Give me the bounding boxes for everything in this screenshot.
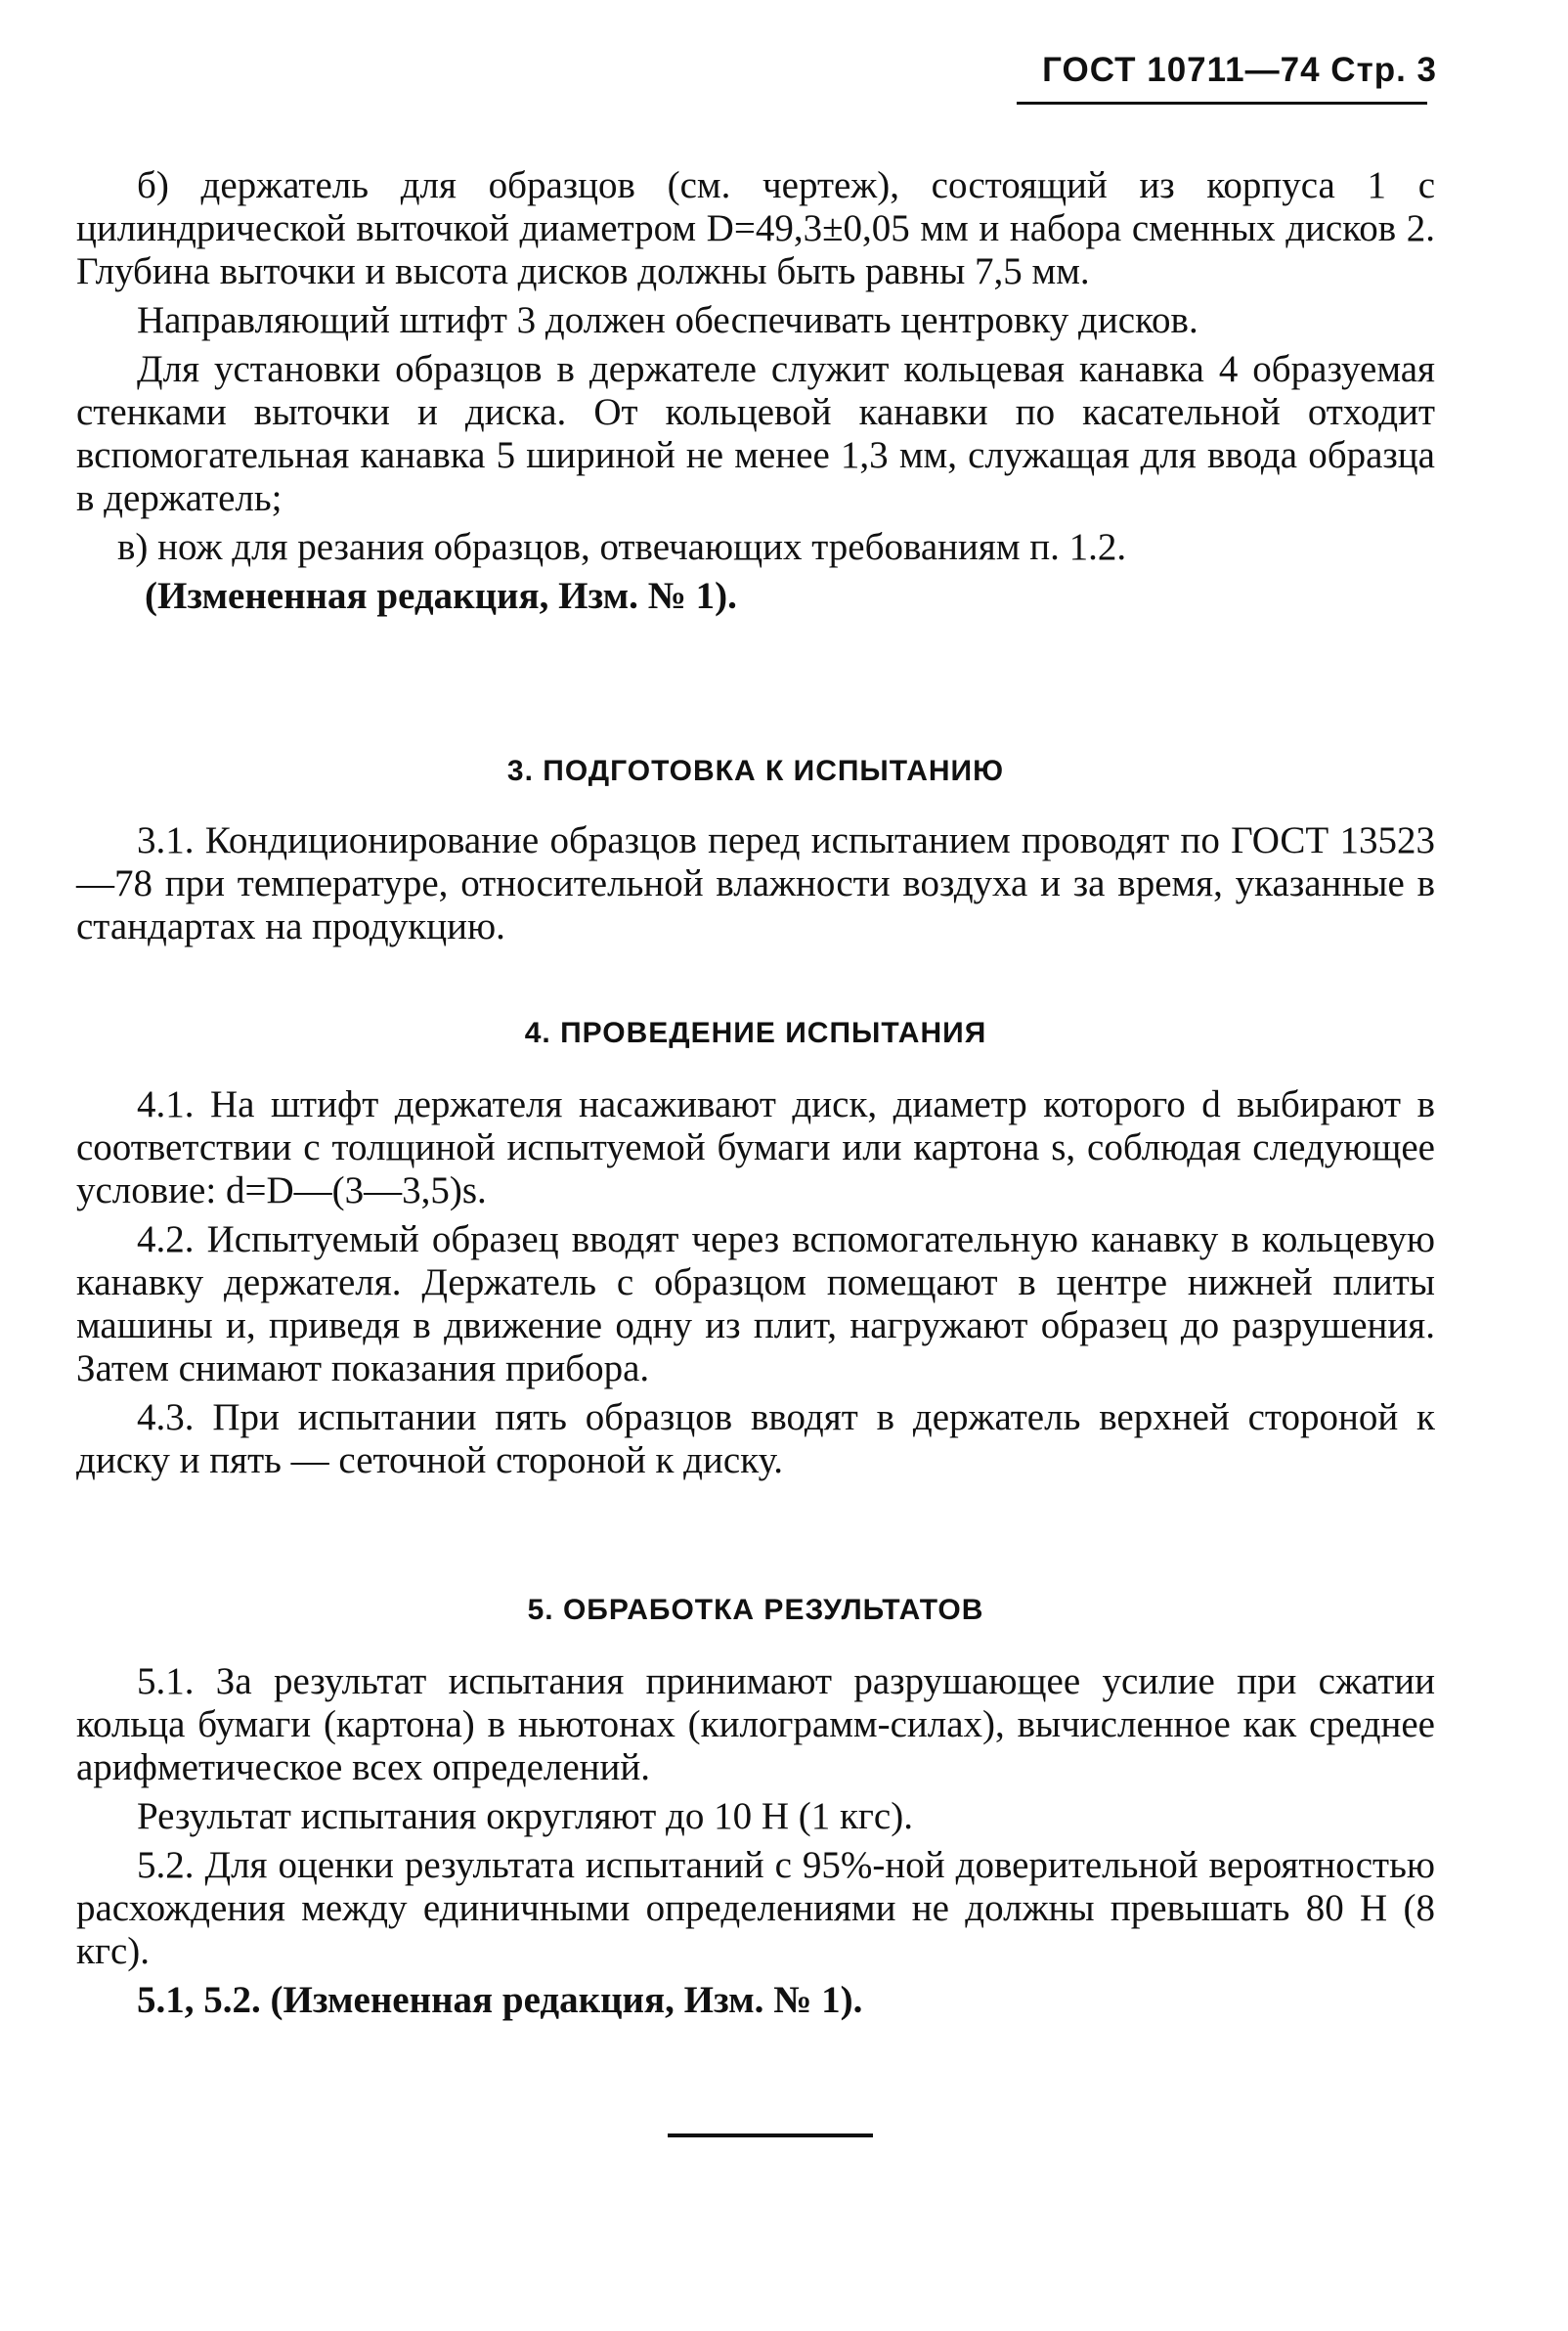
section-3-body bbox=[76, 819, 1435, 954]
section-4-heading: 4. ПРОВЕДЕНИЕ ИСПЫТАНИЯ bbox=[524, 1017, 987, 1049]
paragraph-4-1: 4.1. На штифт держателя насаживают диск, диаметр которого d выбирают в соответствии с толщиной испытуемой бумаги или картона s, соблюдая следующее условие: d=D—(3—3,5)s. bbox=[76, 1083, 1435, 1211]
section-3-heading: 3. ПОДГОТОВКА К ИСПЫТАНИЮ bbox=[506, 755, 1005, 787]
paragraph-4-3: 4.3. При испытании пять образцов вводят в держатель верхней стороной к диску и пять — сеточной стороной к диску. bbox=[76, 1396, 1435, 1481]
paragraph-guide-pin: Направляющий штифт 3 должен обеспечивать центровку дисков. bbox=[137, 299, 1198, 341]
paragraph-knife: в) нож для резания образцов, отвечающих требованиям п. 1.2. bbox=[117, 526, 1127, 568]
paragraph-holder-description: б) держатель для образцов (см. чертеж), состоящий из корпуса 1 с цилиндрической выточкой диаметром D=49,3±0,05 мм и набора сменных дисков 2. Глубина выточки и высота дисков должны быть равны 7,5 мм. bbox=[76, 164, 1435, 292]
section-5-heading: 5. ОБРАБОТКА РЕЗУЛЬТАТОВ bbox=[527, 1594, 984, 1626]
section-5-body bbox=[76, 1660, 1435, 2028]
amendment-note-section-2: (Измененная редакция, Изм. № 1). bbox=[145, 575, 737, 617]
paragraph-5-2: 5.2. Для оценки результата испытаний с 95%-ной доверительной вероятностью расхождения между единичными определениями не должны превышать 80 Н (8 кгс). bbox=[76, 1844, 1435, 1972]
paragraph-3-1: 3.1. Кондиционирование образцов перед испытанием проводят по ГОСТ 13523—78 при температуре, относительной влажности воздуха и за время, указанные в стандартах на продукцию. bbox=[76, 819, 1435, 947]
section-4-body bbox=[76, 1083, 1435, 1488]
header-rule bbox=[1017, 102, 1427, 105]
paragraph-5-1: 5.1. За результат испытания принимают разрушающее усилие при сжатии кольца бумаги (картона) в ньютонах (килограмм-силах), вычисленное как среднее арифметическое всех определений. bbox=[76, 1660, 1435, 1788]
section-2-continuation bbox=[76, 164, 1435, 624]
amendment-note-section-5: 5.1, 5.2. (Измененная редакция, Изм. № 1). bbox=[137, 1979, 863, 2021]
paragraph-4-2: 4.2. Испытуемый образец вводят через вспомогательную канавку в кольцевую канавку держателя. Держатель с образцом помещают в центре нижней плиты машины и, приведя в движение одну из плит, нагружают образец до разрушения. Затем снимают показания прибора. bbox=[76, 1218, 1435, 1389]
paragraph-ring-groove: Для установки образцов в держателе служит кольцевая канавка 4 образуемая стенками выточки и диска. От кольцевой канавки по касательной отходит вспомогательная канавка 5 шириной не менее 1,3 мм, служащая для ввода образца в держатель; bbox=[76, 348, 1435, 519]
end-of-page-rule bbox=[668, 2133, 873, 2137]
page-header: ГОСТ 10711—74 Стр. 3 bbox=[1042, 51, 1437, 89]
paragraph-5-1-rounding: Результат испытания округляют до 10 Н (1 кгс). bbox=[137, 1795, 913, 1837]
